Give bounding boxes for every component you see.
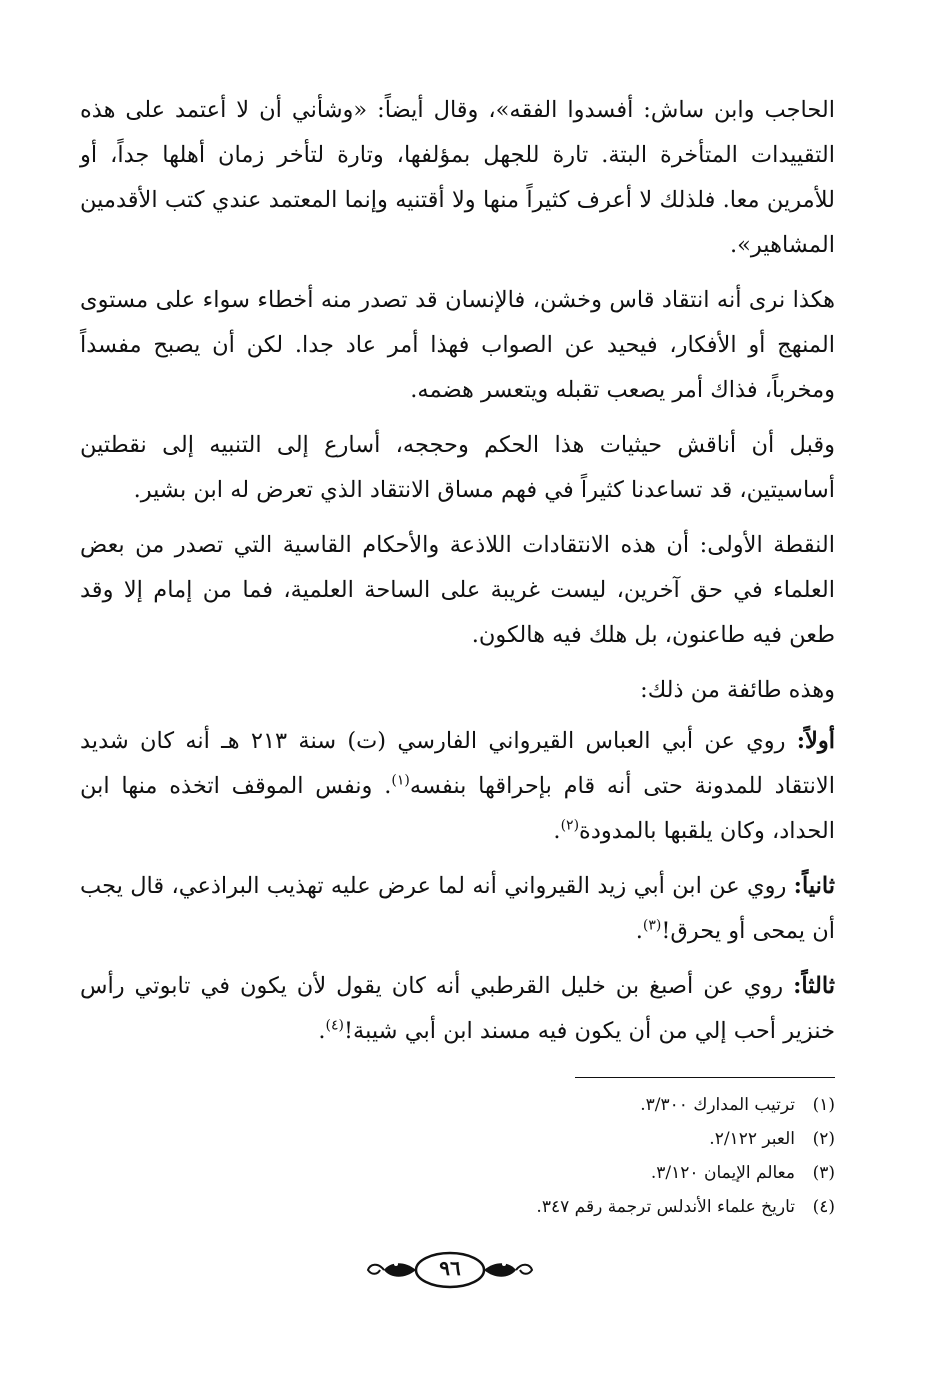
paragraph-1-text: الحاجب وابن ساش: أفسدوا الفقه»، وقال أيضاً: «وشأني أن لا أعتمد على هذه التقييدات المتأخرة البتة. تارة للجهل بمؤلفها، وتارة لتأخر زمان أهلها جداً، أو للأمرين معا. فلذلك لا أعرف كثيراً منها ولا أقتنيه وإنما المعتمد عندي كتب الأقدمين المشاهير». xyxy=(80,97,835,258)
paragraph-7-lead: ثانياً: xyxy=(793,873,835,899)
paragraph-2 xyxy=(80,278,835,413)
paragraph-3 xyxy=(80,423,835,513)
page-number-ornament xyxy=(360,1240,540,1300)
footnote-1-number: (١) xyxy=(812,1095,835,1115)
footnote-1 xyxy=(235,1088,835,1122)
footnote-2 xyxy=(235,1122,835,1156)
paragraph-first-example xyxy=(80,719,835,854)
paragraph-6-text-2: . ونفس الموقف اتخذه منها ابن الحداد، وكان يلقبها بالمدودة xyxy=(80,773,835,844)
page-number: ٩٦ xyxy=(439,1256,461,1280)
paragraph-8-text-2: . xyxy=(318,1018,326,1044)
footnote-ref-4[interactable]: (٤) xyxy=(325,1017,344,1034)
paragraph-7-text: روي عن ابن أبي زيد القيرواني أنه لما عرض عليه تهذيب البراذعي، قال يجب أن يمحى أو يحرق! xyxy=(80,873,835,944)
page-body xyxy=(80,88,835,1064)
paragraph-8-text: روي عن أصبغ بن خليل القرطبي أنه كان يقول لأن يكون في تابوتي رأس خنزير أحب إلي من أن يكون فيه مسند ابن أبي شيبة! xyxy=(80,973,835,1044)
paragraph-6-text-3: . xyxy=(553,818,561,844)
footnote-3 xyxy=(235,1156,835,1190)
footnote-4-text: تاريخ علماء الأندلس ترجمة رقم ٣٤٧. xyxy=(536,1197,795,1217)
footnote-3-number: (٣) xyxy=(812,1163,835,1183)
footnote-divider xyxy=(575,1077,835,1078)
footnote-1-text: ترتيب المدارك ٣/٣٠٠. xyxy=(640,1095,795,1115)
paragraph-4 xyxy=(80,523,835,658)
paragraph-3-text: وقبل أن أناقش حيثيات هذا الحكم وحججه، أسارع إلى التنبيه إلى نقطتين أساسيتين، قد تساعدنا كثيراً في فهم مساق الانتقاد الذي تعرض له ابن بشير. xyxy=(80,432,835,503)
paragraph-third-example xyxy=(80,964,835,1054)
footnote-ref-3[interactable]: (٣) xyxy=(642,917,662,934)
paragraph-4-text: النقطة الأولى: أن هذه الانتقادات اللاذعة والأحكام القاسية التي تصدر من بعض العلماء في حق آخرين، ليست غريبة على الساحة العلمية، فما من إمام إلا وقد طعن فيه طاعنون، بل هلك فيه هالكون. xyxy=(80,532,835,648)
paragraph-6-lead: أولاً: xyxy=(796,728,836,754)
footnote-2-text: العبر ٢/١٢٢. xyxy=(709,1129,795,1149)
paragraph-second-example xyxy=(80,864,835,954)
footnote-4 xyxy=(235,1190,835,1224)
footnotes xyxy=(235,1088,835,1224)
footnote-ref-2[interactable]: (٢) xyxy=(560,817,580,834)
footnote-4-number: (٤) xyxy=(812,1197,835,1217)
footnote-3-text: معالم الإيمان ٣/١٢٠. xyxy=(650,1163,795,1183)
paragraph-5 xyxy=(80,668,835,713)
paragraph-2-text: هكذا نرى أنه انتقاد قاس وخشن، فالإنسان قد تصدر منه أخطاء سواء على مستوى المنهج أو الأفكار، فيحيد عن الصواب فهذا أمر عاد جدا. لكن أن يصبح مفسداً ومخرباً، فذاك أمر يصعب تقبله ويتعسر هضمه. xyxy=(80,287,835,403)
paragraph-7-text-2: . xyxy=(635,918,643,944)
paragraph-1 xyxy=(80,88,835,268)
footnote-2-number: (٢) xyxy=(812,1129,835,1149)
paragraph-6-text: روي عن أبي العباس القيرواني الفارسي (ت) سنة ٢١٣ هـ أنه كان شديد الانتقاد للمدونة حتى أنه قام بإحراقها بنفسه xyxy=(80,728,835,799)
paragraph-5-text: وهذه طائفة من ذلك: xyxy=(640,677,835,703)
paragraph-8-lead: ثالثاً: xyxy=(793,973,835,999)
footnote-ref-1[interactable]: (١) xyxy=(391,772,410,789)
